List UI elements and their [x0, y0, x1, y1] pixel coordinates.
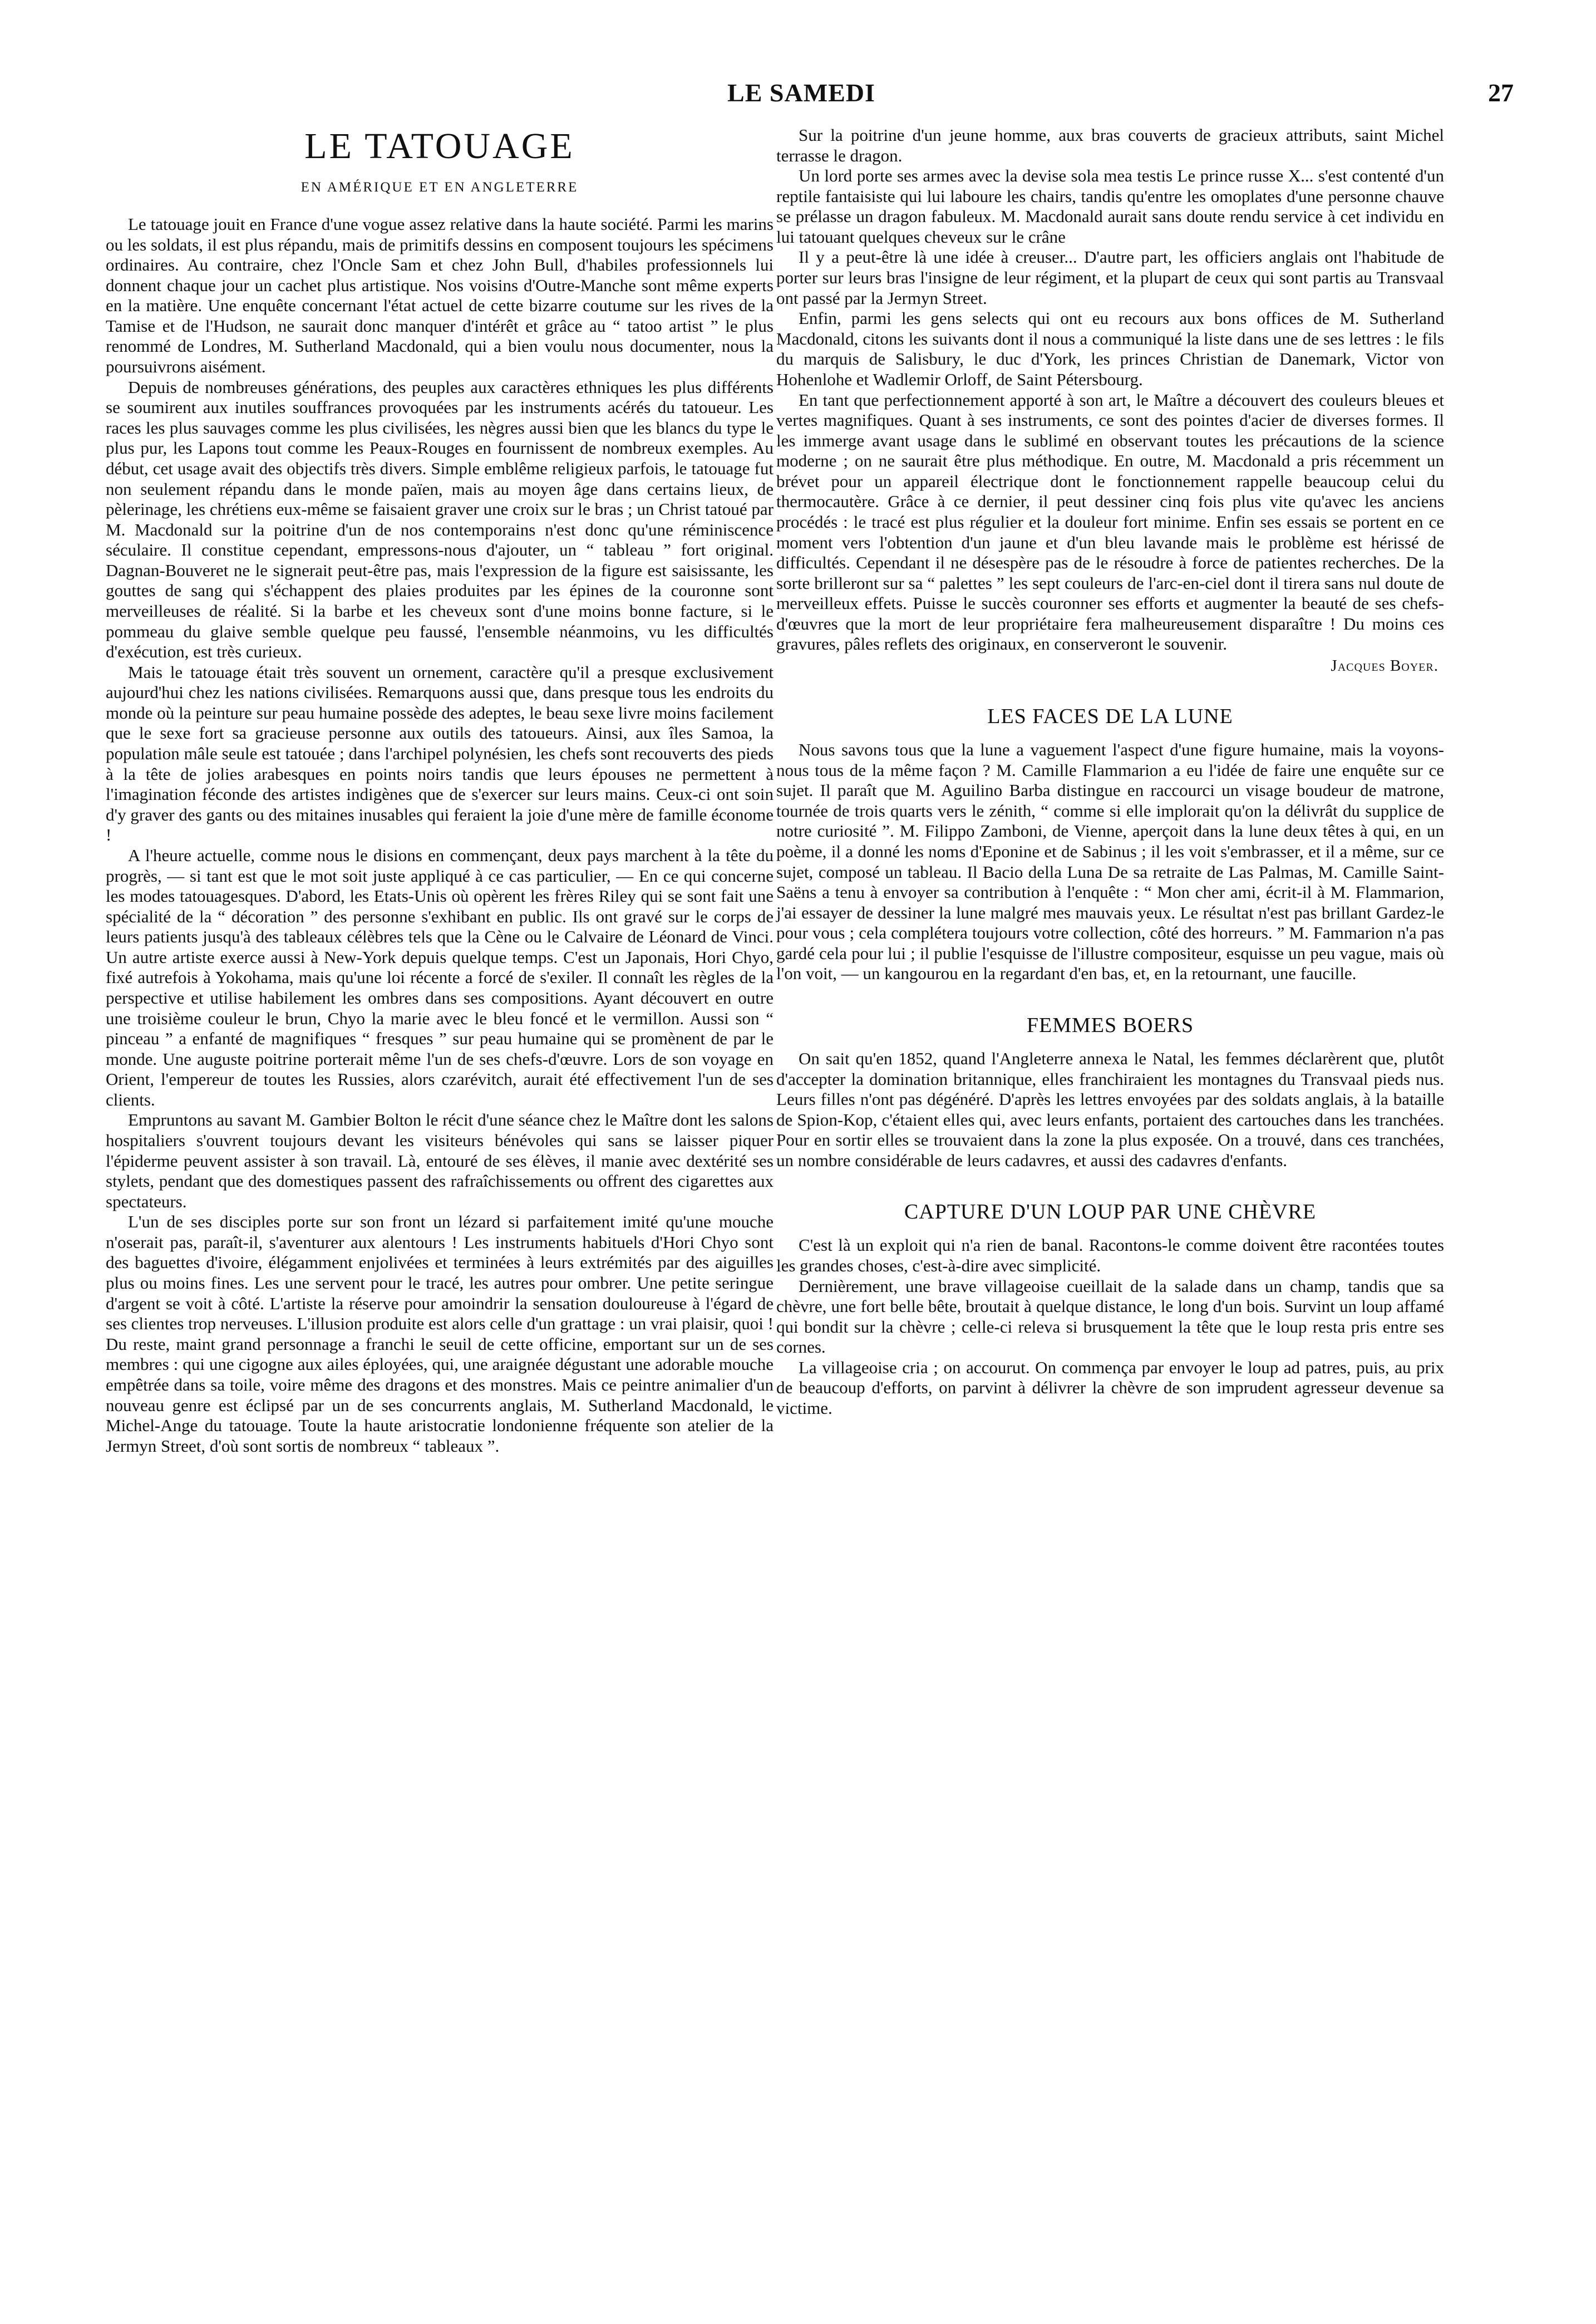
- paragraph: Sur la poitrine d'un jeune homme, aux bras couverts de gracieux attributs, saint Michel terrasse le dragon.: [776, 125, 1444, 165]
- paragraph: C'est là un exploit qui n'a rien de banal. Racontons-le comme doivent être racontées toutes les grandes choses, c'est-à-dire avec simplicité.: [776, 1235, 1444, 1276]
- paragraph: Mais le tatouage était très souvent un ornement, caractère qu'il a presque exclusivement aujourd'hui chez les nations civilisées. Remarquons aussi que, dans presque tous les endroits du monde où la peinture sur peau humaine possède des adeptes, le beau sexe livre moins facilement que le sexe fort sa gracieuse personne aux outils des tatoueurs. Ainsi, aux îles Samoa, la population mâle seule est tatouée ; dans l'archipel polynésien, les chefs sont recouverts des pieds à la tête de jolies arabesques en points noirs tandis que leurs épouses ne permettent à l'imagination féconde des artistes indigènes que de s'exercer sur leurs mains. Ceux-ci ont soin d'y graver des gants ou des mitaines inusables qui feraient la joie d'une mère de famille économe !: [106, 662, 774, 845]
- right-column: [776, 125, 1444, 1419]
- paragraph: Un lord porte ses armes avec la devise sola mea testis Le prince russe X... s'est contenté d'un reptile fantaisiste qui lui laboure les chairs, tandis qu'entre les omoplates d'une personne chauve se prélasse un dragon fabuleux. M. Macdonald aurait sans doute rendu service à cet individu en lui tatouant quelques cheveux sur le crâne: [776, 166, 1444, 247]
- paragraph: Nous savons tous que la lune a vaguement l'aspect d'une figure humaine, mais la voyons-nous tous de la même façon ? M. Camille Flammarion a eu l'idée de faire une enquête sur ce sujet. Il paraît que M. Aguilino Barba distingue en raccourci un visage boudeur de matrone, tournée de trois quarts vers le zénith, “ comme si elle implorait qu'on la délivrât du supplice de notre curiosité ”. M. Filippo Zamboni, de Vienne, aperçoit dans la lune deux têtes à qui, en un poème, il a donné les noms d'Eponine et de Sabinus ; il les voit s'embrasser, et il a même, sur ce sujet, composé un tableau. Il Bacio della Luna De sa retraite de Las Palmas, M. Camille Saint-Saëns a tenu à envoyer sa contribution à l'enquête : “ Mon cher ami, écrit-il à M. Flammarion, j'ai essayer de dessiner la lune malgré mes mauvais yeux. Le résultat n'est pas brillant Gardez-le pour vous ; cela complétera toujours votre collection, côté des horreurs. ” M. Fammarion n'a pas gardé cela pour lui ; il publie l'esquisse de l'illustre compositeur, esquisse un peu vague, mais où l'on voit, — un kangourou en la regardant d'en bas, et, en la retournant, une faucille.: [776, 740, 1444, 984]
- paragraph: En tant que perfectionnement apporté à son art, le Maître a découvert des couleurs bleues et vertes magnifiques. Quant à ses instruments, ce sont des pointes d'acier de diverses formes. Il les immerge avant usage dans le sublimé en observant toutes les précautions de la science moderne ; on ne saurait être plus méthodique. En outre, M. Macdonald a pris récemment un brévet pour un appareil électrique dont le fonctionnement rappelle beaucoup celui du thermocautère. Grâce à ce dernier, il peut dessiner cinq fois plus vite qu'avec les anciens procédés : le tracé est plus régulier et la douleur fort minime. Enfin ses essais se portent en ce moment vers l'obtention d'un jaune et d'un bleu lavande mais le problème est hérissé de difficultés. Cependant il ne désespère pas de le résoudre à force de patientes recherches. De la sorte brilleront sur sa “ palettes ” les sept couleurs de l'arc-en-ciel dont il tirera sans nul doute de merveilleux effets. Puisse le succès couronner ses efforts et augmenter la beauté de ses chefs-d'œuvres que la mort de leur propriétaire fera malheureusement disparaître ! Du moins ces gravures, pâles reflets des originaux, en conserveront le souvenir.: [776, 390, 1444, 654]
- left-column: [106, 125, 774, 1456]
- paragraph: La villageoise cria ; on accourut. On commença par envoyer le loup ad patres, puis, au prix de beaucoup d'efforts, on parvint à délivrer la chèvre de son imprudent agresseur devenue sa victime.: [776, 1357, 1444, 1418]
- paragraph: Enfin, parmi les gens selects qui ont eu recours aux bons offices de M. Sutherland Macdonald, citons les suivants dont il nous a communiqué la liste dans une de ses lettres : le fils du marquis de Salisbury, le duc d'York, les princes Christian de Danemark, Victor von Hohenlohe et Wadlemir Orloff, de Saint Pétersbourg.: [776, 308, 1444, 389]
- article-subtitle-tatouage: EN AMÉRIQUE ET EN ANGLETERRE: [301, 180, 579, 195]
- paragraph: On sait qu'en 1852, quand l'Angleterre annexa le Natal, les femmes déclarèrent que, plutôt d'accepter la domination britannique, elles franchiraient les montagnes du Transvaal pieds nus. Leurs filles n'ont pas dégénéré. D'après les lettres envoyées par des soldats anglais, à la bataille de Spion-Kop, c'étaient elles qui, avec leurs enfants, portaient des cartouches dans les tranchées. Pour en sortir elles se trouvaient dans la zone la plus exposée. On a trouvé, dans ces tranchées, un nombre considérable de leurs cadavres, et aussi des cadavres d'enfants.: [776, 1048, 1444, 1170]
- paragraph: Depuis de nombreuses générations, des peuples aux caractères ethniques les plus différents se soumirent aux inutiles souffrances provoquées par les instruments acérés du tatoueur. Les races les plus sauvages comme les plus civilisées, les nègres aussi bien que les blancs du type le plus pur, les Lapons tout comme les Peaux-Rouges en fournissent de nombreux exemples. Au début, cet usage avait des objectifs très divers. Simple emblême religieux parfois, le tatouage fut non seulement répandu dans le monde païen, mais au moyen âge dans certains lieux, de pèlerinage, les chrétiens eux-même se faisaient graver une croix sur le bras ; un Christ tatoué par M. Macdonald sur la poitrine d'un de nos contemporains n'est donc qu'une réminiscence séculaire. Il constitue cependant, empressons-nous d'ajouter, un “ tableau ” fort original. Dagnan-Bouveret ne le signerait peut-être pas, mais l'expression de la figure est saisissante, les gouttes de sang qui s'échappent des plaies produites par les épines de la couronne sont merveilleuses de réalité. Si la barbe et les cheveux sont d'une moins bonne facture, si le pommeau du glaive semble quelque peu faussé, l'ensemble néanmoins, vu les difficultés d'exécution, est très curieux.: [106, 377, 774, 662]
- article-title-loup: CAPTURE D'UN LOUP PAR UNE CHÈVRE: [904, 1200, 1317, 1224]
- article-title-boers: FEMMES BOERS: [1026, 1013, 1194, 1037]
- page-number: 27: [1488, 78, 1514, 107]
- paragraph: Il y a peut-être là une idée à creuser... D'autre part, les officiers anglais ont l'habitude de porter sur leurs bras l'insigne de leur régiment, et la plupart de ceux qui sont partis au Transvaal ont passé par la Jermyn Street.: [776, 247, 1444, 308]
- paragraph: Le tatouage jouit en France d'une vogue assez relative dans la haute société. Parmi les marins ou les soldats, il est plus répandu, mais de primitifs dessins en composent toujours les spécimens ordinaires. Au contraire, chez l'Oncle Sam et chez John Bull, d'habiles professionnels lui donnent chaque jour un cachet plus artistique. Nos voisins d'Outre-Manche sont même experts en la matière. Une enquête concernant l'état actuel de cette bizarre coutume sur les rives de la Tamise et de l'Hudson, ne saurait donc manquer d'intérêt et grâce au “ tatoo artist ” le plus renommé de Londres, M. Sutherland Macdonald, qui a bien voulu nous documenter, nous la poursuivrons aisément.: [106, 214, 774, 377]
- article-title-lune: LES FACES DE LA LUNE: [987, 705, 1233, 729]
- paragraph: Empruntons au savant M. Gambier Bolton le récit d'une séance chez le Maître dont les salons hospitaliers s'ouvrent toujours devant les visiteurs bénévoles qui sans se laisser piquer l'épiderme peuvent assister à son travail. Là, entouré de ses élèves, il manie avec dextérité ses stylets, pendant que des domestiques passent des rafraîchissements ou offrent des cigarettes aux spectateurs.: [106, 1110, 774, 1211]
- paragraph: Dernièrement, une brave villageoise cueillait de la salade dans un champ, tandis que sa chèvre, une fort belle bête, broutait à quelque distance, le long d'un bois. Survint un loup affamé qui bondit sur la chèvre ; celle-ci releva si brusquement la tête que le loup resta pris entre ses cornes.: [776, 1276, 1444, 1357]
- article-title-tatouage: LE TATOUAGE: [304, 126, 575, 166]
- paragraph: A l'heure actuelle, comme nous le disions en commençant, deux pays marchent à la tête du progrès, — si tant est que le mot soit juste appliqué à ce cas particulier, — En ce qui concerne les modes tatouagesques. D'abord, les Etats-Unis où opèrent les frères Riley qui se sont fait une spécialité de la “ décoration ” des personne s'exhibant en public. Ils ont gravé sur le corps de leurs patients jusqu'à des tableaux célèbres tels que la Cène ou le Calvaire de Léonard de Vinci. Un autre artiste exerce aussi à New-York depuis quelque temps. C'est un Japonais, Hori Chyo, fixé autrefois à Yokohama, mais qu'une loi récente a forcé de s'exiler. Il connaît les règles de la perspective et utilise habilement les ombres dans ses compositions. Ayant découvert en outre une troisième couleur le brun, Chyo la marie avec le bleu foncé et le vermillon. Aussi son “ pinceau ” a enfanté de magnifiques “ fresques ” sur peau humaine qui se promènent de par le monde. Une auguste poitrine porterait même l'un de ses chefs-d'œuvre. Lors de son voyage en Orient, l'empereur de toutes les Russies, alors czarévitch, aurait été effectivement l'un de ses clients.: [106, 845, 774, 1109]
- page-header: [89, 78, 1514, 117]
- author-signature: Jacques Boyer.: [1331, 657, 1439, 675]
- paragraph: L'un de ses disciples porte sur son front un lézard si parfaitement imité qu'une mouche n'oserait pas, paraît-il, s'aventurer aux alentours ! Les instruments habituels d'Hori Chyo sont des baguettes d'ivoire, élégamment enjolivées et terminées à leurs extrémités par des aiguilles plus ou moins fines. Les une servent pour le tracé, les autres pour ombrer. Une petite seringue d'argent se voit à côté. L'artiste la réserve pour amoindrir la sensation douloureuse à l'égard de ses clientes trop nerveuses. L'illusion produite est alors celle d'un grattage : un vrai plaisir, quoi ! Du reste, maint grand personnage a franchi le seuil de cette officine, emportant sur un de ses membres : qui une cigogne aux ailes éployées, qui, une araignée dégustant une adorable mouche empêtrée dans sa toile, voire même des dragons et des monstres. Mais ce peintre animalier d'un nouveau genre est éclipsé par un de ses concurrents anglais, M. Sutherland Macdonald, le Michel-Ange du tatouage. Toute la haute aristocratie londonienne fréquente son atelier de la Jermyn Street, d'où sont sortis de nombreux “ tableaux ”.: [106, 1212, 774, 1456]
- running-head: LE SAMEDI: [727, 78, 875, 107]
